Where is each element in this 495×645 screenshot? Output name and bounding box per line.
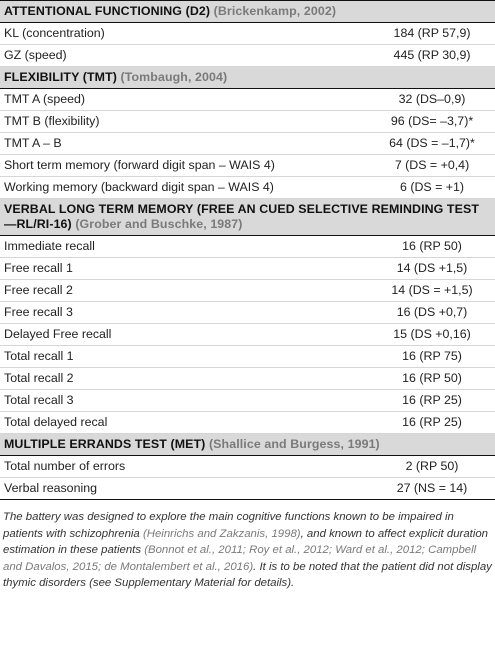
row-label: Free recall 2 bbox=[0, 280, 333, 302]
table-row bbox=[0, 368, 495, 390]
table-body bbox=[0, 1, 495, 500]
section-header-cell bbox=[0, 1, 495, 23]
section-header-cell bbox=[0, 434, 495, 456]
section-title: FLEXIBILITY (TMT) bbox=[4, 70, 117, 84]
section-title: MULTIPLE ERRANDS TEST (MET) bbox=[4, 437, 206, 451]
row-label: Free recall 3 bbox=[0, 302, 333, 324]
row-label: Total number of errors bbox=[0, 456, 333, 478]
table-row bbox=[0, 236, 495, 258]
row-value: 15 (DS +0,16) bbox=[333, 324, 495, 346]
row-value: 64 (DS = –1,7)* bbox=[333, 133, 495, 155]
row-label: Verbal reasoning bbox=[0, 478, 333, 500]
footnote-text-2: , and known to affect explicit duration estimation in these patients bbox=[3, 527, 489, 557]
section-citation: (Brickenkamp, 2002) bbox=[213, 4, 337, 18]
row-value: 14 (DS = +1,5) bbox=[333, 280, 495, 302]
section-header-cell bbox=[0, 199, 495, 236]
table-row bbox=[0, 280, 495, 302]
footnote-text-3: . It is to be noted that the patient did not display thymic disorders (see Supplementary Material for details). bbox=[3, 560, 492, 590]
row-label: Total recall 3 bbox=[0, 390, 333, 412]
row-value: 2 (RP 50) bbox=[333, 456, 495, 478]
table-row bbox=[0, 456, 495, 478]
row-label: Short term memory (forward digit span – WAIS 4) bbox=[0, 155, 333, 177]
row-value: 14 (DS +1,5) bbox=[333, 258, 495, 280]
row-label: Total recall 2 bbox=[0, 368, 333, 390]
section-header bbox=[0, 67, 495, 89]
table-row bbox=[0, 258, 495, 280]
row-value: 445 (RP 30,9) bbox=[333, 45, 495, 67]
section-citation: (Grober and Buschke, 1987) bbox=[75, 217, 243, 231]
table-row bbox=[0, 89, 495, 111]
table-row bbox=[0, 45, 495, 67]
row-value: 16 (RP 75) bbox=[333, 346, 495, 368]
table-row bbox=[0, 478, 495, 500]
row-value: 6 (DS = +1) bbox=[333, 177, 495, 199]
row-label: TMT A – B bbox=[0, 133, 333, 155]
section-header bbox=[0, 1, 495, 23]
table-row bbox=[0, 111, 495, 133]
row-label: Total recall 1 bbox=[0, 346, 333, 368]
table-row bbox=[0, 302, 495, 324]
section-title: ATTENTIONAL FUNCTIONING (D2) bbox=[4, 4, 211, 18]
row-value: 96 (DS= –3,7)* bbox=[333, 111, 495, 133]
table-row bbox=[0, 346, 495, 368]
table-row bbox=[0, 324, 495, 346]
row-label: Delayed Free recall bbox=[0, 324, 333, 346]
row-value: 16 (RP 25) bbox=[333, 390, 495, 412]
row-value: 16 (RP 25) bbox=[333, 412, 495, 434]
row-value: 16 (RP 50) bbox=[333, 236, 495, 258]
table-row bbox=[0, 177, 495, 199]
row-value: 16 (DS +0,7) bbox=[333, 302, 495, 324]
section-title: VERBAL LONG TERM MEMORY (FREE AN CUED SELECTIVE REMINDING TEST—RL/RI-16) bbox=[4, 202, 480, 231]
footnote-citation-1: (Heinrichs and Zakzanis, 1998) bbox=[142, 527, 301, 540]
row-label: Working memory (backward digit span – WAIS 4) bbox=[0, 177, 333, 199]
table-row bbox=[0, 390, 495, 412]
section-header bbox=[0, 199, 495, 236]
section-header-cell bbox=[0, 67, 495, 89]
row-label: TMT A (speed) bbox=[0, 89, 333, 111]
table-footnote bbox=[0, 500, 495, 592]
row-label: Free recall 1 bbox=[0, 258, 333, 280]
row-label: KL (concentration) bbox=[0, 23, 333, 45]
row-label: TMT B (flexibility) bbox=[0, 111, 333, 133]
row-value: 32 (DS–0,9) bbox=[333, 89, 495, 111]
row-label: Total delayed recal bbox=[0, 412, 333, 434]
table-row bbox=[0, 23, 495, 45]
footnote-text-1: The battery was designed to explore the main cognitive functions known to be impaired in patients with schizophrenia bbox=[3, 511, 454, 540]
section-citation: (Tombaugh, 2004) bbox=[120, 70, 228, 84]
row-value: 27 (NS = 14) bbox=[333, 478, 495, 500]
footnote-citation-2: (Bonnot et al., 2011; Roy et al., 2012; Ward et al., 2012; Campbell and Davalos, 2015; de Montalembert et al., 2016) bbox=[3, 544, 477, 573]
table-row bbox=[0, 133, 495, 155]
row-value: 16 (RP 50) bbox=[333, 368, 495, 390]
row-value: 7 (DS = +0,4) bbox=[333, 155, 495, 177]
row-label: GZ (speed) bbox=[0, 45, 333, 67]
table-row bbox=[0, 155, 495, 177]
section-citation: (Shallice and Burgess, 1991) bbox=[208, 437, 380, 451]
section-header bbox=[0, 434, 495, 456]
row-label: Immediate recall bbox=[0, 236, 333, 258]
table-row bbox=[0, 412, 495, 434]
row-value: 184 (RP 57,9) bbox=[333, 23, 495, 45]
